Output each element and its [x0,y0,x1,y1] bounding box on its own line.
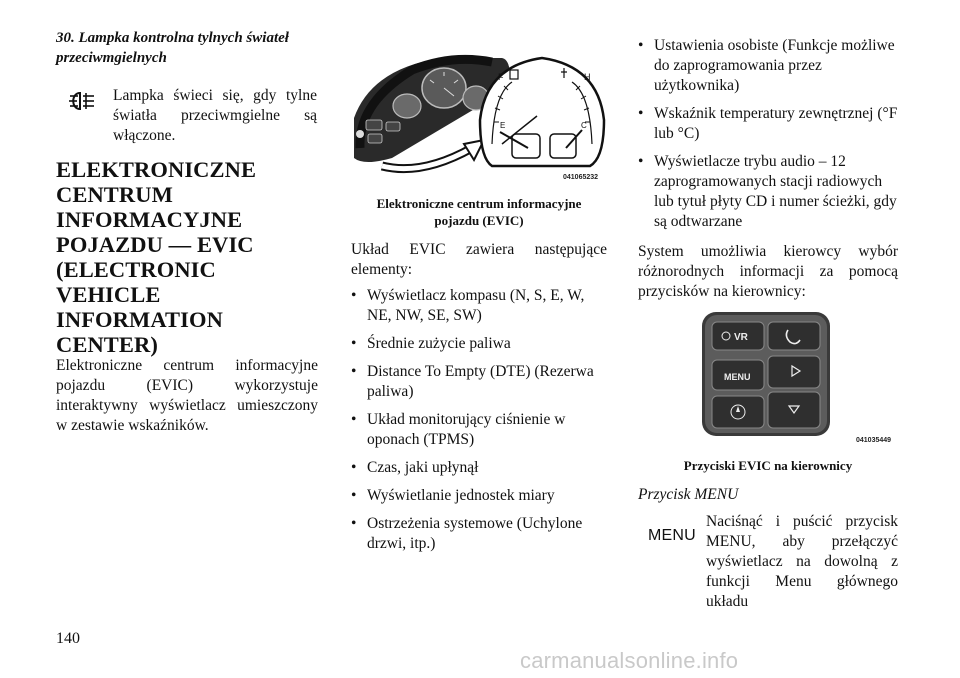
steering-buttons-paragraph: System umożliwia kierowcy wybór różnorodnych informacji za pomocą przycisków na kierownicy: [638,243,898,300]
page-number: 140 [56,630,80,647]
list-item: • Układ monitorujący ciśnienie w oponach (TPMS) [351,411,566,448]
list-item: • Distance To Empty (DTE) (Rezerwa paliwa) [351,363,594,400]
section-title: ELEKTRONICZNE CENTRUM INFORMACYJNE POJAZDU — EVIC (ELECTRONIC VEHICLE INFORMATION CENTER) [56,157,257,357]
list-item: • Średnie zużycie paliwa [351,335,511,352]
gauge-label-C: C [581,121,587,130]
gauge-label-F: F [498,72,504,82]
list-item: • Ostrzeżenia systemowe (Uchylone drzwi, itp.) [351,515,583,552]
gauge-label-E: E [500,121,506,130]
figure-code: 041065232 [563,174,599,181]
list-item: • Czas, jaki upłynął [351,459,479,476]
list-item: • Wyświetlacze trybu audio – 12 zaprogramowanych stacji radiowych lub tytuł płyty CD i numer ścieżki, gdy są odtwarzane [638,153,897,230]
list-item: • Wskaźnik temperatury zewnętrznej (°F lub °C) [638,105,898,142]
instrument-cluster-figure [352,48,606,186]
steering-wheel-buttons-figure [700,310,832,438]
fog-light-indicator-heading: 30. Lampka kontrolna tylnych świateł przeciwmgielnych [56,30,289,66]
buttons-figure-caption: Przyciski EVIC na kierownicy [683,458,853,473]
evic-elements-intro: Układ EVIC zawiera następujące elementy: [351,241,607,278]
evic-figure-caption: Elektroniczne centrum informacyjne pojazdu (EVIC) [376,196,582,228]
watermark: carmanualsonline.info [520,648,739,673]
list-item: • Wyświetlacz kompasu (N, S, E, W, NE, NW, SE, SW) [351,287,585,324]
list-item: • Ustawienia osobiste (Funkcje możliwe do zaprogramowania przez użytkownika) [638,37,895,94]
rear-fog-light-icon [64,88,98,114]
menu-button-subheading: Przycisk MENU [638,486,739,503]
evic-elements-list [351,286,607,562]
buttons-figure-code: 041035449 [856,437,892,444]
fog-light-description: Lampka świeci się, gdy tylne światła przeciwmgielne są włączone. [113,87,317,144]
menu-button-label: MENU [724,372,751,382]
menu-button-description: Naciśnąć i puścić przycisk MENU, aby przełączyć wyświetlacz na dowolną z funkcji Menu głównego układu [706,513,898,610]
list-item: • Wyświetlanie jednostek miary [351,487,555,504]
menu-icon: MENU [648,527,696,544]
vr-button-label: VR [734,332,748,343]
gauge-label-H: H [584,72,591,82]
evic-intro-paragraph: Elektroniczne centrum informacyjne pojazdu (EVIC) wykorzystuje interaktywny wyświetlacz umieszczony w zestawie wskaźników. [56,357,318,434]
evic-elements-list-continued [638,36,898,240]
